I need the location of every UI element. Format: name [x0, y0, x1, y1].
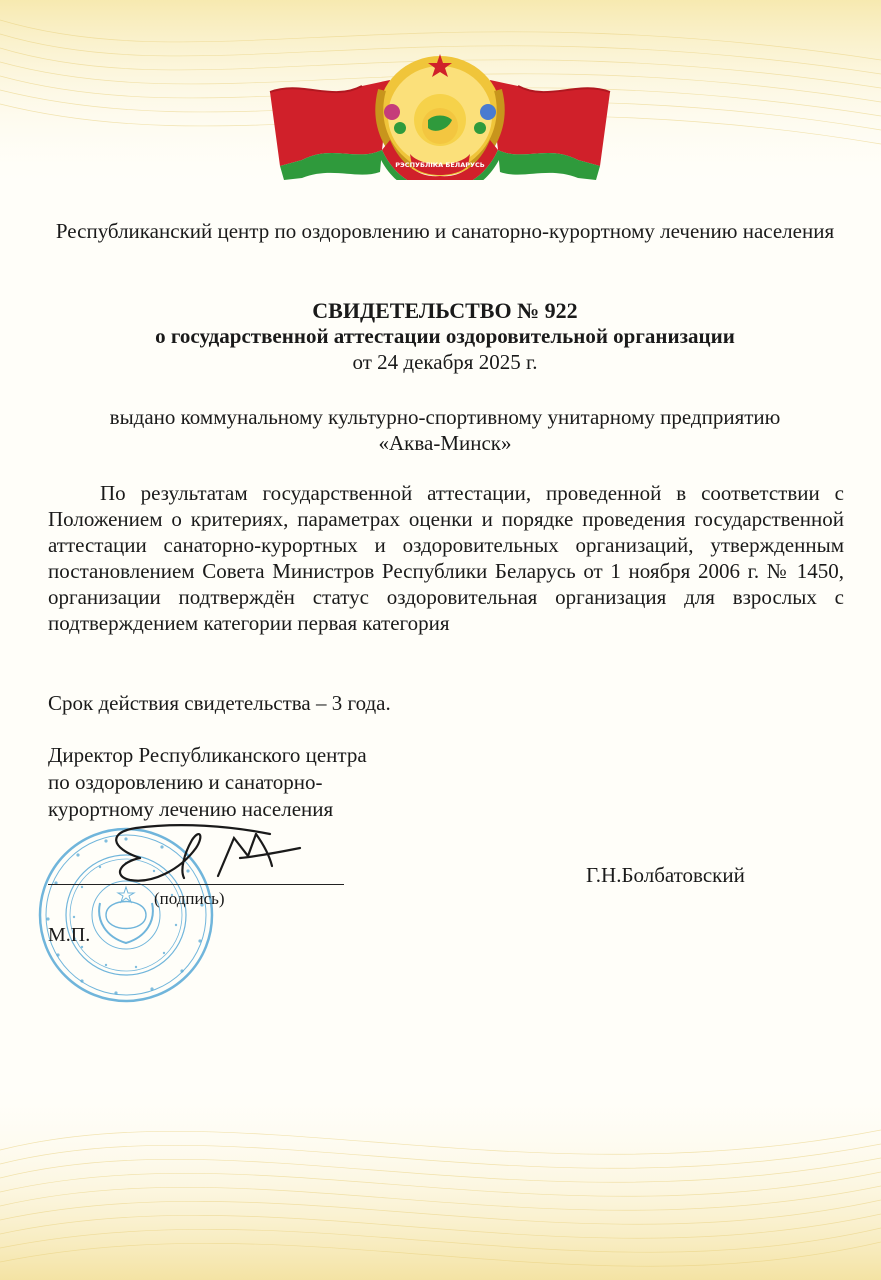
body-paragraph: По результатам государственной аттестации, проведенной в соответствии с Положением о критериях, параметрах оценки и порядке проведения государственной аттестации санаторно-курортных и оздоровительных организаций, утвержденным постановлением Совета Министров Республики Беларусь от 1 ноября 2006 г. № 1450, организации подтверждён статус оздоровительная организация для взрослых с подтверждением категории первая категория: [48, 481, 844, 635]
issuing-organization: Республиканский центр по оздоровлению и санаторно-курортному лечению населения: [55, 219, 835, 243]
emblem-text: РЭСПУБЛІКА БЕЛАРУСЬ: [395, 161, 485, 169]
director-line-2: по оздоровлению и санаторно-: [48, 770, 323, 794]
signer-name: Г.Н.Болбатовский: [586, 863, 745, 887]
issued-line-2: «Аква-Минск»: [378, 431, 512, 455]
right-flag-icon: [490, 80, 610, 180]
state-emblem: [262, 50, 618, 180]
left-flag-icon: [270, 80, 390, 180]
validity-period: Срок действия свидетельства – 3 года.: [48, 691, 391, 715]
seal-mark: М.П.: [48, 924, 91, 946]
certificate-subtitle: о государственной аттестации оздоровительной организации: [155, 324, 735, 348]
director-line-3: курортному лечению населения: [48, 797, 334, 821]
director-title: [48, 742, 428, 823]
certificate-date: от 24 декабря 2025 г.: [352, 350, 538, 374]
signature-caption: (подпись): [154, 889, 225, 908]
director-line-1: Директор Республиканского центра: [48, 743, 367, 767]
issued-to: [40, 404, 850, 456]
certificate-title: СВИДЕТЕЛЬСТВО № 922: [312, 298, 578, 323]
issued-line-1: выдано коммунальному культурно-спортивному унитарному предприятию: [109, 405, 781, 429]
